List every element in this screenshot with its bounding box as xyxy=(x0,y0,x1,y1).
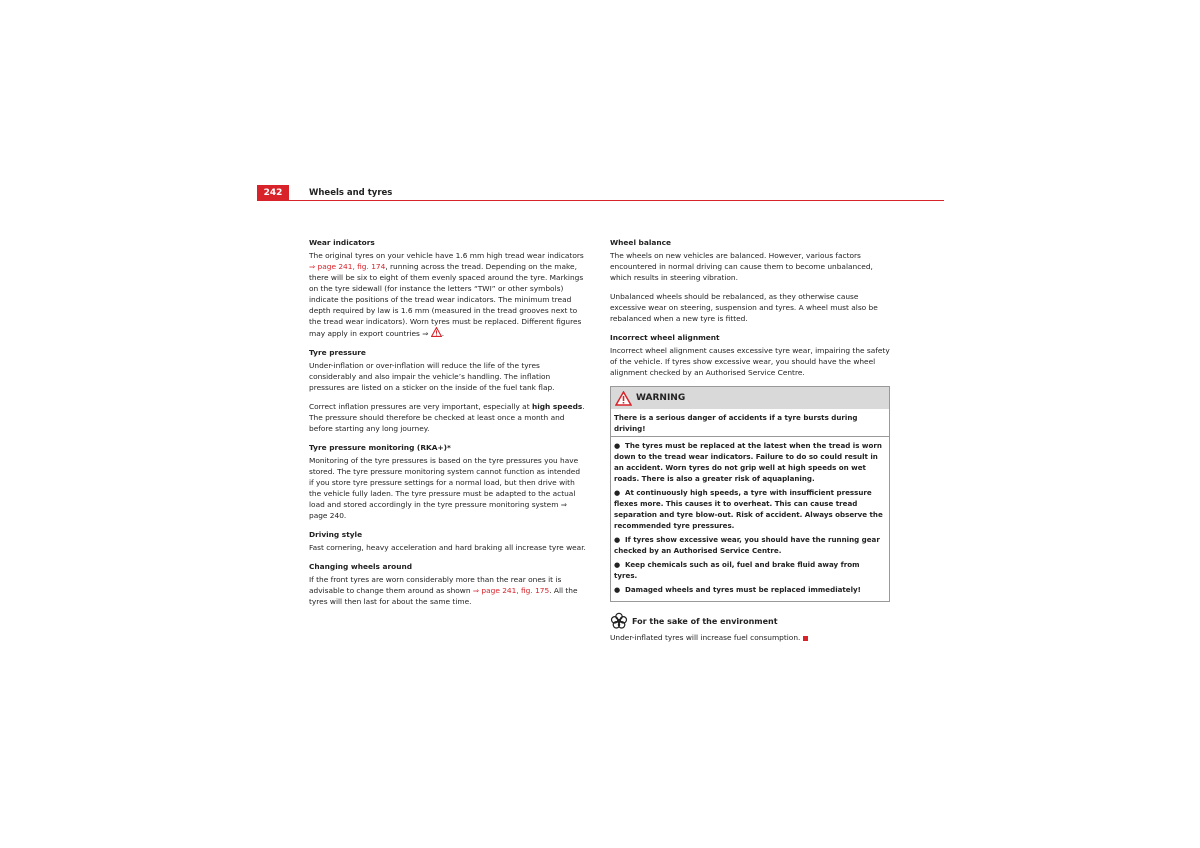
warning-bullet xyxy=(614,584,885,595)
cw-text-2: . All the tyres will then last for about the same time. xyxy=(309,586,578,606)
warning-header xyxy=(611,387,889,409)
bullet-icon: ● xyxy=(614,585,621,594)
bullet-icon: ● xyxy=(614,488,621,497)
warning-bullet xyxy=(614,559,885,581)
warning-bullet-text: If tyres show excessive wear, you should have the running gear checked by an Authorised Service Centre. xyxy=(614,535,880,555)
section-end-marker xyxy=(803,636,808,641)
heading-changing-wheels: Changing wheels around xyxy=(309,562,413,571)
environment-header xyxy=(610,612,890,630)
warning-bullet xyxy=(614,487,885,531)
left-column xyxy=(309,237,587,615)
warning-body xyxy=(611,409,889,601)
tyre-pressure-text-2 xyxy=(309,401,587,434)
heading-wheel-alignment: Incorrect wheel alignment xyxy=(610,333,720,342)
heading-wear-indicators: Wear indicators xyxy=(309,238,375,247)
warning-triangle-icon[interactable] xyxy=(431,327,445,338)
flower-icon xyxy=(610,612,628,630)
tp-text-a: Correct inflation pressures are very important, especially at xyxy=(309,402,532,411)
wear-text-2: , running across the tread. Depending on the make, there will be six to eight of them evenly spaced around the tyre. Markings on the tyre sidewall (for instance the letters “TWI” or other symbols) indicate the positions of the tread wear indicators. The minimum tread depth required by law is 1.6 mm (measured in the tread grooves next to the tread wear indicators). Worn tyres must be replaced. Different figures may apply in export countries ⇒ xyxy=(309,262,584,338)
environment-text: Under-inflated tyres will increase fuel consumption. xyxy=(610,633,801,642)
wear-text-3: . xyxy=(441,329,445,338)
warning-bullet-text: At continuously high speeds, a tyre with insufficient pressure flexes more. This causes it to overheat. This can cause tread separation and tyre blow-out. Risk of accident. Always observe the recommended tyre pressures. xyxy=(614,488,883,530)
heading-tpms: Tyre pressure monitoring (RKA+)* xyxy=(309,443,451,452)
wheel-alignment-text: Incorrect wheel alignment causes excessive tyre wear, impairing the safety of the vehicle. If tyres show excessive wear, you should have the wheel alignment checked by an Authorised Service Centre. xyxy=(610,346,890,377)
driving-style-text: Fast cornering, heavy acceleration and hard braking all increase tyre wear. xyxy=(309,543,586,552)
heading-wheel-balance: Wheel balance xyxy=(610,238,671,247)
page-link-fig175[interactable]: ⇒ page 241, fig. 175 xyxy=(472,586,550,595)
environment-heading: For the sake of the environment xyxy=(632,616,778,626)
wear-indicators-text xyxy=(309,250,587,339)
warning-icon xyxy=(615,391,632,406)
bullet-icon: ● xyxy=(614,535,621,544)
warning-box xyxy=(610,386,890,602)
warning-bullet-text: The tyres must be replaced at the latest when the tread is worn down to the tread wear indicators. Failure to do so could result in an accident. Worn tyres do not grip well at high speeds on wet roads. There is also a greater risk of aquaplaning. xyxy=(614,441,882,483)
wheel-balance-text-2: Unbalanced wheels should be rebalanced, as they otherwise cause excessive wear on steering, suspension and tyres. A wheel must also be rebalanced when a new tyre is fitted. xyxy=(610,292,878,323)
tp-text-bold: high speeds xyxy=(531,402,583,411)
heading-driving-style: Driving style xyxy=(309,530,363,539)
header-rule xyxy=(257,200,944,201)
warning-bullet xyxy=(614,440,885,484)
bullet-icon: ● xyxy=(614,560,621,569)
warning-title: WARNING xyxy=(636,392,686,403)
heading-tyre-pressure: Tyre pressure xyxy=(309,348,366,357)
bullet-icon: ● xyxy=(614,441,621,450)
warning-bullet-text: Keep chemicals such as oil, fuel and brake fluid away from tyres. xyxy=(614,560,860,580)
tpms-text: Monitoring of the tyre pressures is based on the tyre pressures you have stored. The tyre pressure monitoring system cannot function as intended if you store tyre pressure settings for a normal load, but then drive with the vehicle fully laden. The tyre pressure must be adapted to the actual load and stored accordingly in the tyre pressure monitoring system ⇒ page 240. xyxy=(309,456,581,520)
cw-text-1: If the front tyres are worn considerably more than the rear ones it is advisable to change them around as shown xyxy=(309,575,562,595)
warning-lead: There is a serious danger of accidents if a tyre bursts during driving! xyxy=(611,412,889,437)
changing-wheels-text xyxy=(309,574,587,607)
wear-text-1: The original tyres on your vehicle have 1.6 mm high tread wear indicators xyxy=(309,251,584,260)
environment-text-paragraph xyxy=(610,632,890,643)
tp-text-c: . The pressure should therefore be checked at least once a month and before starting any long journey. xyxy=(309,402,585,433)
page-link-fig174[interactable]: ⇒ page 241, fig. 174 xyxy=(309,262,386,271)
warning-bullet xyxy=(614,534,885,556)
chapter-title: Wheels and tyres xyxy=(309,188,393,198)
warning-bullet-text: Damaged wheels and tyres must be replaced immediately! xyxy=(625,585,861,594)
tyre-pressure-text-1: Under-inflation or over-inflation will reduce the life of the tyres considerably and also impair the vehicle’s handling. The inflation pressures are listed on a sticker on the inside of the fuel tank flap. xyxy=(309,361,555,392)
page-number: 242 xyxy=(257,185,289,201)
right-column xyxy=(610,237,890,651)
wheel-balance-text-1: The wheels on new vehicles are balanced. However, various factors encountered in normal driving can cause them to become unbalanced, which results in steering vibration. xyxy=(610,251,873,282)
